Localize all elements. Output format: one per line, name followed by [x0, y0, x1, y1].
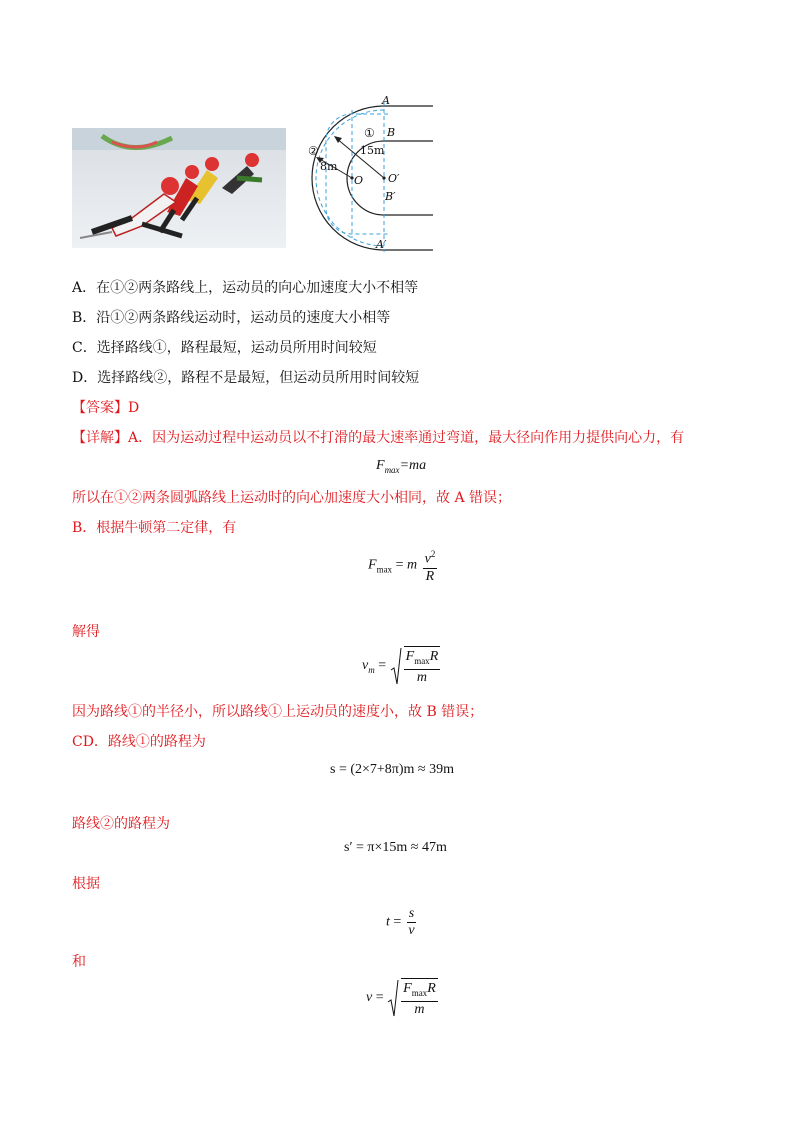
label-a-prime: A′ [376, 238, 387, 251]
explain-a-conclusion: 所以在①②两条圆弧路线上运动时的向心加速度大小相同，故 A 错误； [72, 490, 512, 506]
label-r1: 8m [320, 160, 338, 173]
answer-line: 【答案】D [72, 400, 140, 416]
explain-b-intro: B．根据牛顿第二定律，有 [72, 520, 237, 536]
explain-b-conclusion: 因为路线①的半径小，所以路线①上运动员的速度小，故 B 错误； [72, 704, 484, 720]
explain-a-intro: 【详解】A．因为运动过程中运动员以不打滑的最大速率通过弯道，最大径向作用力提供向心力，有 [72, 430, 685, 446]
explain-basis: 根据 [72, 876, 100, 892]
formula-s: s = (2×7+8π)m ≈ 39m [330, 762, 454, 777]
label-r2: 15m [360, 144, 385, 157]
label-route1: ① [364, 126, 375, 140]
explain-and: 和 [72, 954, 86, 970]
explain-solve: 解得 [72, 624, 100, 640]
formula-fmax-ma: $F_{max}=ma$ [376, 458, 427, 475]
option-a: A．在①②两条路线上，运动员的向心加速度大小不相等 [72, 280, 419, 296]
label-b: B [387, 126, 396, 139]
option-b: B．沿①②两条路线运动时，运动员的速度大小相等 [72, 310, 391, 326]
explain-route2: 路线②的路程为 [72, 816, 170, 832]
track-diagram [288, 92, 436, 254]
label-o-prime: O′ [388, 172, 400, 185]
option-d: D．选择路线②，路程不是最短，但运动员所用时间较短 [72, 370, 420, 386]
label-o: O [354, 174, 364, 187]
formula-s-prime: s′ = π×15m ≈ 47m [344, 840, 447, 855]
label-b-prime: B′ [385, 190, 396, 203]
explain-cd-intro: CD．路线①的路程为 [72, 734, 206, 750]
formula-v: v = $\frac{F_{max}R}{m}$ [366, 978, 440, 1018]
formula-newton: $F_{max} = m$ $\frac{v^2}{R}$ [368, 546, 439, 585]
formula-t: t = $\frac{s}{v}$ [386, 906, 415, 938]
label-a: A [382, 94, 390, 107]
option-c: C．选择路线①，路程最短，运动员所用时间较短 [72, 340, 377, 356]
skaters-photo [72, 128, 286, 248]
formula-vm: $v_m$ = $\frac{F_{max}R}{m}$ [362, 646, 442, 686]
label-route2: ② [308, 144, 319, 158]
